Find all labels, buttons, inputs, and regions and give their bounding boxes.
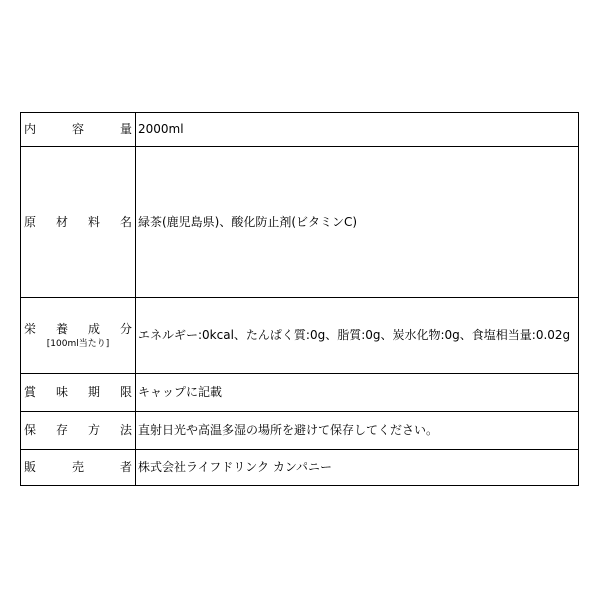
row-label: 賞 味 期 限: [24, 385, 132, 399]
label-cell: [21, 298, 136, 374]
label-cell: [21, 147, 136, 298]
label-cell: [21, 450, 136, 486]
value-cell: 2000ml: [136, 113, 579, 147]
label-cell: [21, 374, 136, 412]
value-cell: エネルギー:0kcal、たんぱく質:0g、脂質:0g、炭水化物:0g、食塩相当量:0.02g: [136, 298, 579, 374]
row-nutrition: [21, 298, 579, 374]
row-label: 原 材 料 名: [24, 214, 132, 229]
row-sublabel: [100ml当たり]: [46, 339, 110, 349]
value-cell: キャップに記載: [136, 374, 579, 412]
value-cell: 緑茶(鹿児島県)、酸化防止剤(ビタミンC): [136, 147, 579, 298]
value-cell: 直射日光や高温多湿の場所を避けて保存してください。: [136, 412, 579, 450]
value-cell: 株式会社ライフドリンク カンパニー: [136, 450, 579, 486]
row-label: 保 存 方 法: [24, 423, 132, 437]
label-cell: [21, 113, 136, 147]
row-label: 栄 養 成 分: [24, 322, 132, 336]
product-info-table: [20, 112, 579, 486]
row-label: 内 容 量: [24, 122, 132, 136]
row-storage: [21, 412, 579, 450]
row-seller: [21, 450, 579, 486]
row-label: 販 売 者: [24, 460, 132, 474]
row-ingredients: [21, 147, 579, 298]
row-contents-volume: [21, 113, 579, 147]
row-best-before: [21, 374, 579, 412]
label-cell: [21, 412, 136, 450]
